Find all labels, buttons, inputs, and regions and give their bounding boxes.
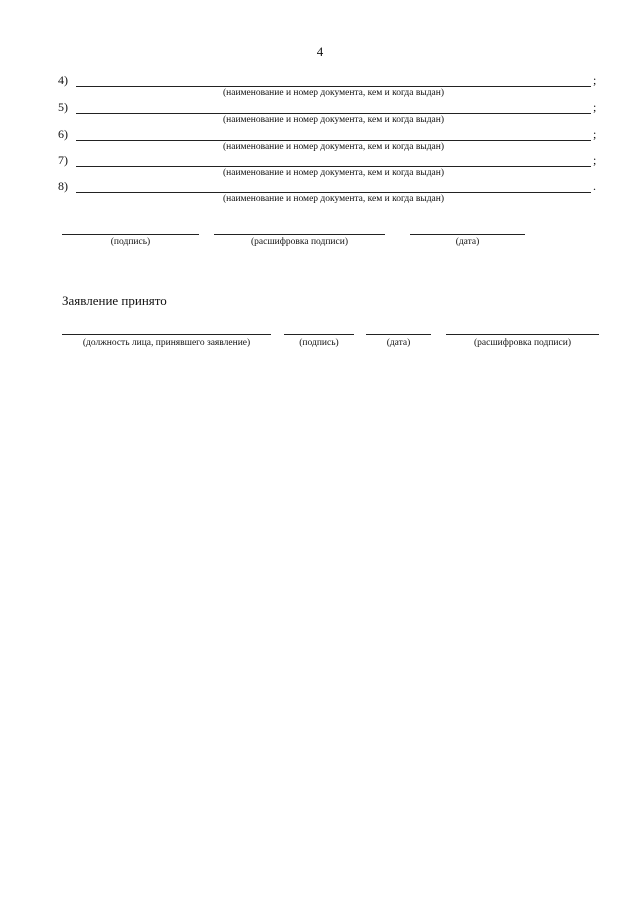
date-line[interactable] — [410, 234, 525, 235]
item-number: 8) — [58, 179, 68, 193]
date-caption: (дата) — [455, 237, 480, 247]
item-end-mark: ; — [593, 127, 597, 141]
item-caption: (наименование и номер документа, кем и когда выдан) — [223, 115, 444, 125]
accepted-signature-line[interactable] — [284, 334, 354, 335]
item-caption: (наименование и номер документа, кем и когда выдан) — [223, 194, 444, 204]
item-number: 7) — [58, 153, 68, 167]
document-input-line[interactable] — [76, 140, 591, 141]
accepted-decoding-caption: (расшифровка подписи) — [474, 338, 571, 348]
item-end-mark: ; — [593, 100, 597, 114]
item-number: 4) — [58, 73, 68, 87]
accepted-heading: Заявление принято — [62, 293, 167, 308]
accepted-signature-caption: (подпись) — [299, 338, 339, 348]
item-caption: (наименование и номер документа, кем и когда выдан) — [223, 168, 444, 178]
item-caption: (наименование и номер документа, кем и когда выдан) — [223, 88, 444, 98]
item-number: 6) — [58, 127, 68, 141]
document-input-line[interactable] — [76, 192, 591, 193]
item-number: 5) — [58, 100, 68, 114]
accepted-decoding-line[interactable] — [446, 334, 599, 335]
decoding-caption: (расшифровка подписи) — [251, 237, 348, 247]
document-input-line[interactable] — [76, 86, 591, 87]
item-end-mark: ; — [593, 153, 597, 167]
document-input-line[interactable] — [76, 113, 591, 114]
accepted-date-line[interactable] — [366, 334, 431, 335]
signature-caption: (подпись) — [110, 237, 151, 247]
document-input-line[interactable] — [76, 166, 591, 167]
position-line[interactable] — [62, 334, 271, 335]
signature-line[interactable] — [62, 234, 199, 235]
item-end-mark: . — [593, 179, 596, 193]
item-caption: (наименование и номер документа, кем и когда выдан) — [223, 142, 444, 152]
position-caption: (должность лица, принявшего заявление) — [82, 338, 251, 348]
accepted-date-caption: (дата) — [386, 338, 411, 348]
decoding-line[interactable] — [214, 234, 385, 235]
page-number: 4 — [316, 44, 324, 59]
item-end-mark: ; — [593, 73, 597, 87]
